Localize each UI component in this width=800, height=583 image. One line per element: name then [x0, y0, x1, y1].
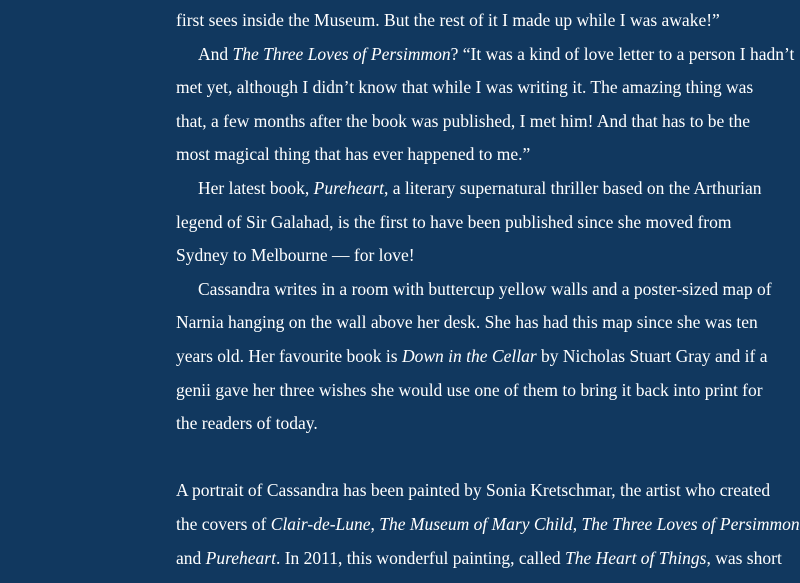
book-title: Down in the Cellar — [401, 345, 537, 366]
text-run: met yet, although I didn’t know that while I was writing it. The amazing thing was — [176, 77, 754, 98]
text-run: genii gave her three wishes she would use one of them to bring it back into print for — [176, 379, 763, 400]
book-title: The Three Loves of Persimmon — [232, 43, 451, 64]
text-line — [176, 105, 761, 139]
book-title: Clair-de-Lune — [270, 513, 371, 534]
text-line — [176, 407, 761, 441]
text-run: the readers of today. — [176, 413, 318, 434]
text-run: Cassandra writes in a room with buttercup yellow walls and a poster-sized map of — [198, 278, 772, 299]
text-run: Narnia hanging on the wall above her desk. She has had this map since she was ten — [176, 312, 758, 333]
text-line — [176, 474, 771, 508]
book-title: The Museum of Mary Child — [379, 513, 573, 534]
text-line — [176, 508, 800, 542]
text-line — [176, 206, 761, 240]
text-line — [176, 340, 768, 374]
text-run: the covers of — [176, 513, 271, 534]
text-run: Sydney to Melbourne — for love! — [176, 245, 415, 266]
text-run: , — [370, 513, 380, 534]
book-title: The Heart of Things — [564, 547, 707, 568]
text-run: ? “It was a kind of love letter to a person I hadn’t — [450, 43, 795, 64]
text-run: years old. Her favourite book is — [176, 345, 402, 366]
text-line — [176, 38, 795, 72]
body-text — [176, 4, 800, 575]
text-line — [176, 239, 761, 273]
book-title: The Three Loves of Persimmon — [581, 513, 800, 534]
text-line — [176, 172, 761, 206]
text-run: . In 2011, this wonderful painting, called — [275, 547, 565, 568]
text-run: , — [572, 513, 582, 534]
text-line — [176, 542, 782, 576]
text-run: A portrait of Cassandra has been painted by Sonia Kretschmar, the artist who created — [176, 480, 771, 501]
text-run: Her latest book, — [198, 177, 314, 198]
text-line — [176, 4, 761, 38]
text-run: And — [198, 43, 233, 64]
text-run: most magical thing that has ever happened to me.” — [176, 144, 531, 165]
text-run: by Nicholas Stuart Gray and if a — [536, 345, 768, 366]
text-run: , was short — [706, 547, 782, 568]
paragraph-gap — [176, 441, 761, 475]
book-title: Pureheart — [205, 547, 276, 568]
text-line — [176, 306, 761, 340]
text-line — [176, 138, 761, 172]
book-title: Pureheart — [313, 177, 384, 198]
text-run: , a literary supernatural thriller based on the Arthurian — [383, 177, 762, 198]
text-line — [176, 273, 772, 307]
text-line — [176, 71, 761, 105]
text-run: that, a few months after the book was published, I met him! And that has to be the — [176, 110, 750, 131]
text-run: first sees inside the Museum. But the rest of it I made up while I was awake!” — [176, 10, 720, 30]
text-line — [176, 374, 761, 408]
text-run: and — [176, 547, 206, 568]
text-run: legend of Sir Galahad, is the first to have been published since she moved from — [176, 211, 732, 232]
